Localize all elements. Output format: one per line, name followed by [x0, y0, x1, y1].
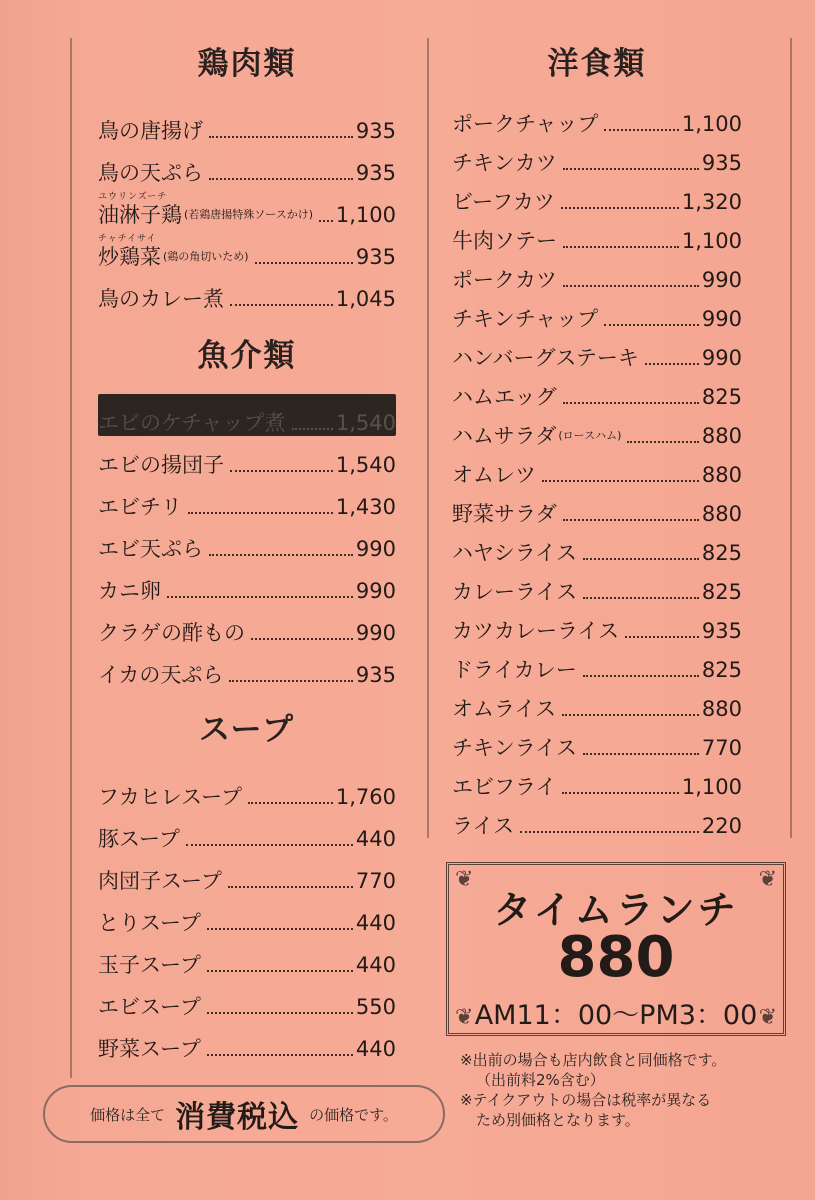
menu-item-price: 825 [701, 541, 742, 565]
menu-item-name: オムレツ [452, 463, 536, 487]
menu-item-name: ハムサラダ [452, 424, 557, 448]
menu-item-price: 880 [701, 463, 742, 487]
menu-section [452, 40, 742, 839]
corner-ornament-icon: ❦ [758, 1005, 777, 1030]
corner-ornament-icon: ❦ [455, 1005, 474, 1030]
leader-dots [583, 558, 699, 560]
menu-item [452, 371, 742, 410]
menu-item [452, 527, 742, 566]
menu-item-price: 1,100 [681, 112, 742, 136]
menu-item-price: 825 [701, 385, 742, 409]
menu-item-name: 豚スープ [98, 827, 180, 851]
menu-item [98, 852, 396, 894]
menu-item-name: 油淋子鶏 [98, 203, 182, 227]
leader-dots [209, 554, 353, 556]
menu-item-name: エビの揚団子 [98, 453, 224, 477]
leader-dots [186, 844, 353, 846]
left-border-line [70, 38, 72, 1078]
menu-item-name: ハムエッグ [452, 385, 557, 409]
menu-item [452, 98, 742, 137]
menu-item-name: エビのケチャップ煮 [98, 411, 286, 435]
menu-item [98, 936, 396, 978]
right-menu-column [452, 40, 742, 839]
menu-item [452, 761, 742, 800]
menu-item-price: 935 [355, 245, 396, 269]
menu-item-price: 440 [355, 827, 396, 851]
leader-dots [228, 886, 353, 888]
menu-item [98, 144, 396, 186]
leader-dots [520, 831, 699, 833]
menu-item-price: 880 [701, 424, 742, 448]
leader-dots [207, 1012, 353, 1014]
menu-item-name: チキンライス [452, 736, 577, 760]
menu-item-price: 935 [701, 619, 742, 643]
leader-dots [604, 324, 699, 326]
menu-item-name: カレーライス [452, 580, 578, 604]
menu-item-name: エビフライ [452, 775, 557, 799]
menu-item-name: 野菜サラダ [452, 502, 557, 526]
menu-section [98, 40, 396, 312]
menu-item-price: 880 [701, 697, 742, 721]
menu-item-price: 825 [701, 658, 742, 682]
menu-item [98, 186, 396, 228]
menu-item-price: 440 [355, 911, 396, 935]
menu-item-name: とりスープ [98, 911, 201, 935]
menu-item-name-group [98, 234, 161, 270]
menu-item-price: 770 [701, 736, 742, 760]
menu-item-price: 1,100 [335, 203, 396, 227]
menu-item-price: 1,430 [335, 495, 396, 519]
menu-item-price: 880 [701, 502, 742, 526]
leader-dots [604, 129, 679, 131]
leader-dots [645, 363, 699, 365]
leader-dots [319, 220, 333, 222]
leader-dots [542, 480, 699, 482]
menu-item-price: 1,100 [681, 229, 742, 253]
leader-dots [229, 680, 353, 682]
menu-item [98, 562, 396, 604]
menu-item [98, 478, 396, 520]
menu-item-name: クラゲの酢もの [98, 621, 245, 645]
menu-item [98, 228, 396, 270]
menu-item [452, 332, 742, 371]
leader-dots [167, 596, 353, 598]
menu-item-price: 770 [355, 869, 396, 893]
menu-item-price: 935 [355, 161, 396, 185]
menu-item-price: 1,760 [335, 785, 396, 809]
leader-dots [209, 178, 353, 180]
menu-item-price: 550 [355, 995, 396, 1019]
menu-item-price: 990 [701, 346, 742, 370]
note-line: ※出前の場合も店内飲食と同価格です。 [460, 1051, 727, 1069]
menu-item-name: フカヒレスープ [98, 785, 243, 809]
leader-dots [563, 285, 699, 287]
menu-item [452, 215, 742, 254]
leader-dots [207, 1054, 353, 1056]
leader-dots [563, 168, 699, 170]
menu-item [452, 605, 742, 644]
menu-item-name: エビスープ [98, 995, 201, 1019]
menu-item [98, 520, 396, 562]
menu-item-note: (鶏の角切いため) [163, 250, 249, 263]
lunch-price: 880 [557, 925, 675, 990]
section-heading: 魚介類 [197, 338, 297, 374]
menu-item-name: ドライカレー [452, 658, 577, 682]
menu-item-name: 牛肉ソテー [452, 229, 557, 253]
menu-item-name: カツカレーライス [452, 619, 620, 643]
leader-dots [583, 753, 699, 755]
menu-item-price: 825 [701, 580, 742, 604]
note-line: ※テイクアウトの場合は税率が異なる [460, 1091, 712, 1109]
menu-item [452, 410, 742, 449]
tax-main-text: 消費税込 [175, 1100, 300, 1135]
menu-item [452, 176, 742, 215]
menu-item-price: 990 [701, 307, 742, 331]
menu-item [452, 488, 742, 527]
menu-item-price: 1,320 [681, 190, 742, 214]
menu-item [452, 566, 742, 605]
time-lunch-box [446, 862, 786, 1036]
center-divider-line [427, 38, 429, 838]
menu-item-price: 990 [701, 268, 742, 292]
menu-item [98, 768, 396, 810]
left-menu-column [98, 40, 396, 1062]
menu-section [98, 332, 396, 688]
leader-dots [255, 262, 353, 264]
menu-item-price: 990 [355, 537, 396, 561]
leader-dots [207, 970, 353, 972]
tax-suffix-text: の価格です。 [309, 1105, 398, 1124]
menu-item [452, 683, 742, 722]
menu-item-name: ポークカツ [452, 268, 557, 292]
leader-dots [230, 470, 333, 472]
menu-item-name: ポークチャップ [452, 112, 599, 136]
menu-item-price: 990 [355, 621, 396, 645]
menu-item-price: 1,045 [335, 287, 396, 311]
menu-item [98, 1020, 396, 1062]
menu-item [98, 810, 396, 852]
menu-item [98, 978, 396, 1020]
menu-item-name: イカの天ぷら [98, 663, 224, 687]
leader-dots [583, 675, 699, 677]
lunch-title: タイムランチ [493, 888, 739, 932]
leader-dots [188, 512, 333, 514]
menu-item [98, 604, 396, 646]
menu-item [98, 270, 396, 312]
tax-prefix-text: 価格は全て [90, 1105, 166, 1124]
leader-dots [230, 304, 333, 306]
lunch-hours: AM11：00〜PM3：00 [474, 1000, 758, 1031]
section-heading: 洋食類 [547, 46, 647, 82]
menu-item [452, 293, 742, 332]
menu-item-price: 220 [701, 814, 742, 838]
menu-item-name: ライス [452, 814, 515, 838]
menu-item [452, 800, 742, 839]
menu-item-name-group [98, 192, 182, 228]
leader-dots [207, 928, 353, 930]
menu-item-name: ハンバーグステーキ [452, 346, 639, 370]
leader-dots [625, 636, 699, 638]
section-heading: スープ [199, 712, 295, 748]
leader-dots [563, 519, 699, 521]
menu-item-name: 鳥の唐揚げ [98, 119, 203, 143]
leader-dots [561, 207, 679, 209]
menu-item-price: 935 [701, 151, 742, 175]
leader-dots [563, 246, 679, 248]
menu-item-reading: ユウリンズーチ [98, 192, 168, 202]
note-line: ため別価格となります。 [476, 1111, 640, 1129]
leader-dots [562, 714, 699, 716]
menu-item-name: カニ卵 [98, 579, 161, 603]
menu-item [452, 644, 742, 683]
leader-dots [583, 597, 699, 599]
tax-included-notice [43, 1085, 445, 1143]
delivery-notes [460, 1050, 790, 1130]
leader-dots [563, 402, 699, 404]
menu-item-note: (ロースハム) [558, 429, 622, 442]
menu-item [98, 102, 396, 144]
menu-item-name: オムライス [452, 697, 557, 721]
menu-item-reading: チャチイサイ [98, 234, 157, 244]
menu-item-name: 炒鶏菜 [98, 245, 161, 269]
leader-dots [251, 638, 353, 640]
corner-ornament-icon: ❦ [455, 867, 474, 892]
leader-dots [209, 136, 353, 138]
right-border-line [790, 38, 792, 838]
menu-item-price: 935 [355, 119, 396, 143]
menu-item [98, 394, 396, 436]
menu-item-name: チキンチャップ [452, 307, 599, 331]
menu-item [98, 436, 396, 478]
note-line: （出前料2%含む） [476, 1071, 605, 1089]
menu-item-name: 鳥のカレー煮 [98, 287, 224, 311]
leader-dots [562, 792, 679, 794]
menu-item-price: 440 [355, 953, 396, 977]
menu-item [452, 449, 742, 488]
menu-item-name: 肉団子スープ [98, 869, 222, 893]
menu-item [98, 646, 396, 688]
menu-item-price: 1,540 [335, 411, 396, 435]
menu-item-note: (若鶏唐揚特殊ソースかけ) [184, 208, 314, 221]
menu-item [452, 722, 742, 761]
menu-item-name: チキンカツ [452, 151, 557, 175]
menu-item-name: エビチリ [98, 495, 182, 519]
menu-item [98, 894, 396, 936]
menu-item-name: エビ天ぷら [98, 537, 203, 561]
menu-item-price: 935 [355, 663, 396, 687]
menu-section [98, 706, 396, 1062]
menu-item [452, 137, 742, 176]
menu-item [452, 254, 742, 293]
menu-item-name: ハヤシライス [452, 541, 577, 565]
menu-item-name: ビーフカツ [452, 190, 555, 214]
section-heading: 鶏肉類 [197, 46, 297, 82]
menu-item-price: 990 [355, 579, 396, 603]
corner-ornament-icon: ❦ [758, 867, 777, 892]
menu-item-price: 1,100 [681, 775, 742, 799]
menu-item-name: 鳥の天ぷら [98, 161, 203, 185]
leader-dots [248, 802, 333, 804]
menu-item-name: 玉子スープ [98, 953, 201, 977]
leader-dots [627, 441, 698, 443]
menu-item-name: 野菜スープ [98, 1037, 201, 1061]
leader-dots [292, 428, 333, 430]
menu-item-price: 440 [355, 1037, 396, 1061]
menu-item-price: 1,540 [335, 453, 396, 477]
